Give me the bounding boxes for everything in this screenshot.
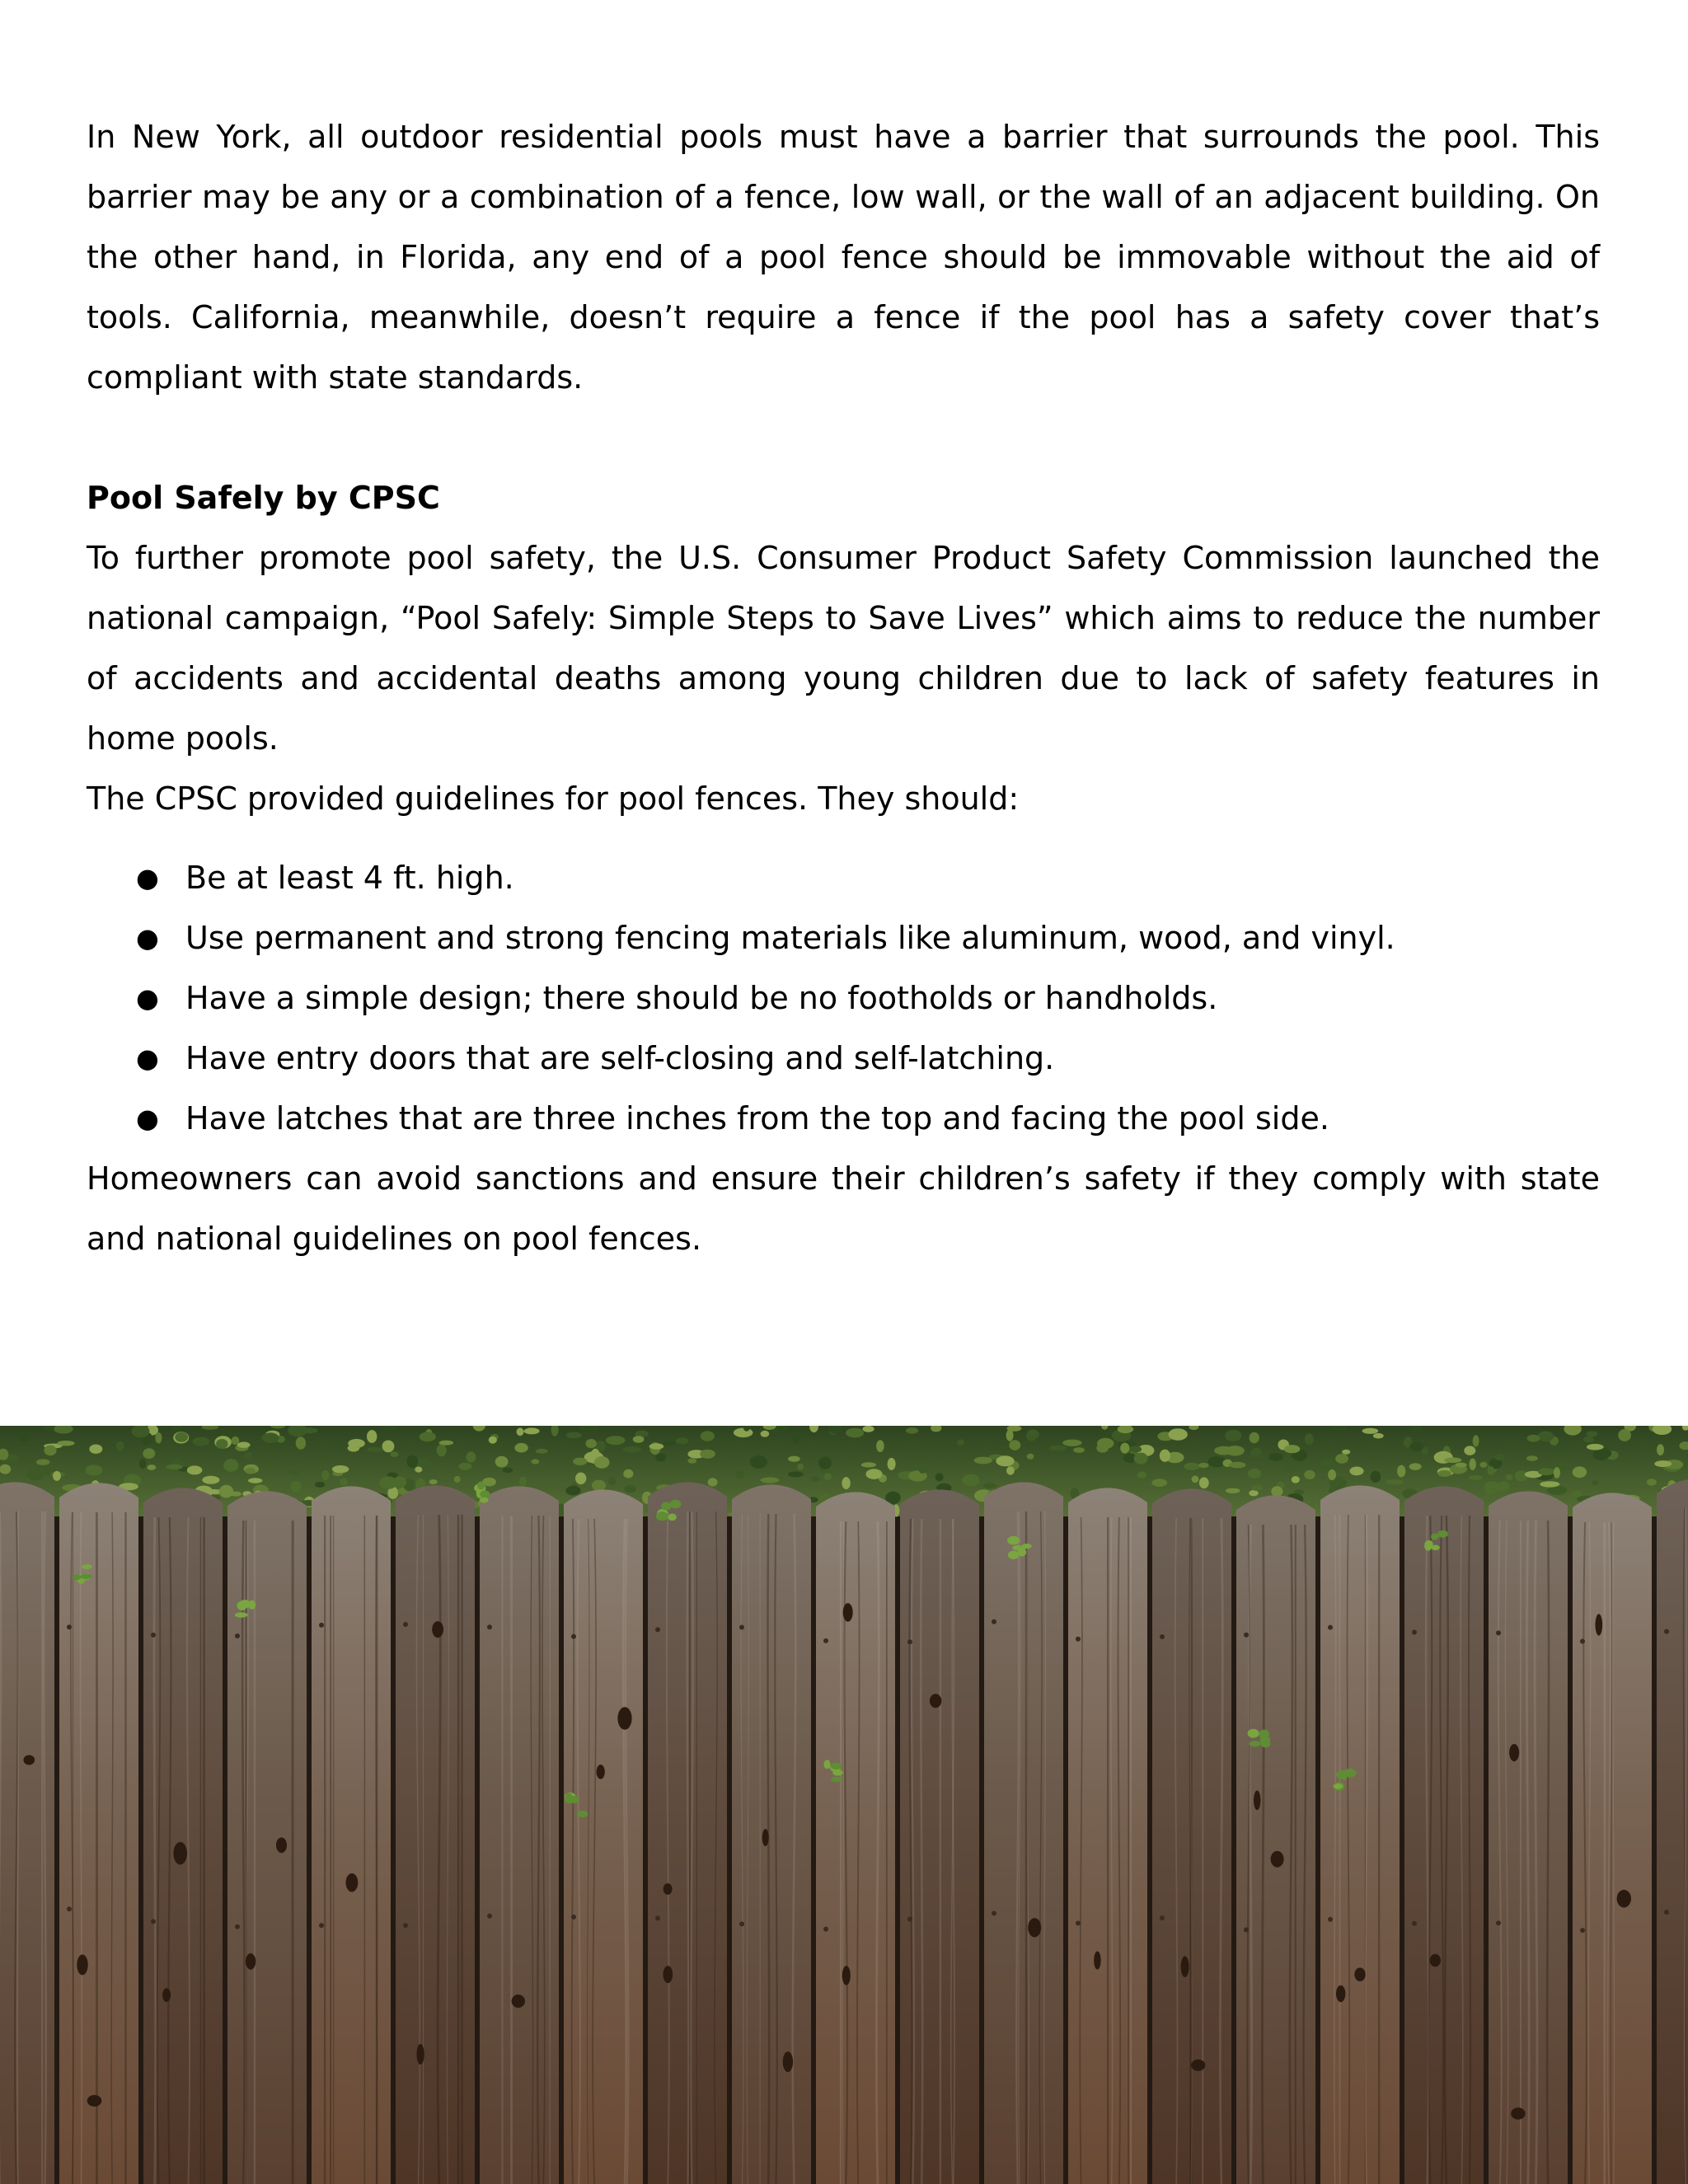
sprout-leaf — [82, 1564, 92, 1569]
hedge-leaf — [1214, 1446, 1234, 1455]
hedge-leaf — [458, 1463, 471, 1470]
hedge-leaf — [86, 1465, 103, 1475]
list-item — [87, 908, 1600, 968]
hedge-leaf — [1526, 1455, 1538, 1461]
hedge-leaf — [1160, 1450, 1170, 1462]
hedge-leaf — [166, 1465, 182, 1470]
hedge-leaf — [1304, 1470, 1315, 1479]
hedge-leaf — [393, 1476, 406, 1488]
hedge-leaf — [566, 1432, 582, 1439]
fence-board — [1236, 1495, 1315, 2184]
list-item — [87, 1089, 1600, 1149]
hedge-leaf — [1527, 1435, 1540, 1442]
hedge-leaf — [289, 1469, 299, 1474]
hedge-leaf — [175, 1432, 188, 1442]
hedge-leaf — [1062, 1440, 1081, 1446]
hedge-leaf — [700, 1450, 715, 1459]
hedge-leaf — [863, 1426, 874, 1432]
hedge-leaf — [1251, 1448, 1262, 1457]
hedge-leaf — [1573, 1466, 1587, 1478]
hedge-leaf — [1249, 1490, 1258, 1496]
hedge-leaf — [532, 1459, 540, 1464]
hedge-leaf — [1192, 1475, 1199, 1483]
hedge-leaf — [1583, 1436, 1594, 1443]
hedge-leaf — [1250, 1432, 1259, 1444]
guidelines-intro: The CPSC provided guidelines for pool fences. They should: — [87, 780, 1020, 817]
sprout-leaf — [668, 1513, 677, 1521]
sprout-leaf — [235, 1612, 248, 1617]
hedge-leaf — [793, 1432, 799, 1443]
hedge-leaf — [1554, 1467, 1560, 1479]
hedge-leaf — [1654, 1460, 1672, 1467]
hedge-leaf — [1587, 1431, 1598, 1436]
fence-board — [648, 1482, 727, 2184]
hedge-leaf — [19, 1433, 30, 1442]
hedge-leaf — [1184, 1463, 1200, 1470]
hedge-leaf — [1137, 1472, 1146, 1479]
sprout-leaf — [73, 1574, 81, 1580]
hedge-leaf — [1251, 1485, 1263, 1491]
fence-board — [143, 1488, 223, 2184]
sprout-leaf — [577, 1811, 588, 1817]
hedge-leaf — [1464, 1446, 1475, 1455]
hedge-leaf — [415, 1467, 422, 1473]
hedge-leaf — [1129, 1446, 1142, 1452]
fence-board — [1320, 1485, 1400, 2184]
hedge-leaf — [1362, 1428, 1379, 1434]
hedge-leaf — [1538, 1468, 1554, 1475]
fence-board — [1404, 1486, 1484, 2184]
hedge-leaf — [1494, 1454, 1504, 1460]
hedge-leaf — [818, 1456, 832, 1469]
bullet-icon: ● — [136, 982, 159, 1014]
hedge-leaf — [1009, 1440, 1020, 1451]
hedge-leaf — [296, 1436, 306, 1449]
hedge-leaf — [467, 1451, 476, 1462]
hedge-leaf — [406, 1455, 418, 1468]
list-item-text: Be at least 4 ft. high. — [185, 860, 514, 896]
hedge-leaf — [1444, 1457, 1461, 1463]
hedge-leaf — [608, 1478, 616, 1485]
hedge-leaf — [649, 1443, 664, 1449]
hedge-leaf — [1198, 1463, 1208, 1468]
hedge-leaf — [1488, 1466, 1495, 1475]
sprout-leaf — [831, 1777, 843, 1782]
hedge-leaf — [193, 1437, 210, 1446]
hedge-leaf — [245, 1468, 255, 1474]
fence-board — [1573, 1493, 1652, 2184]
hedge-leaf — [606, 1436, 626, 1445]
bullet-icon: ● — [136, 1103, 159, 1134]
fence-board — [396, 1485, 475, 2184]
sprout-leaf — [1334, 1783, 1343, 1789]
fence-board — [816, 1492, 895, 2184]
hedge-leaf — [248, 1478, 262, 1483]
hedge-leaf — [1284, 1466, 1297, 1472]
hedge-leaf — [202, 1476, 219, 1484]
hedge-leaf — [26, 1469, 44, 1480]
hedge-leaf — [1410, 1429, 1417, 1436]
hedge-leaf — [996, 1455, 1014, 1466]
hedge-leaf — [623, 1469, 633, 1479]
sprout-leaf — [477, 1482, 485, 1490]
section-heading: Pool Safely by CPSC — [87, 480, 440, 516]
hedge-leaf — [622, 1446, 641, 1453]
hedge-leaf — [676, 1437, 688, 1444]
hedge-leaf — [1096, 1444, 1109, 1453]
hedge-leaf — [906, 1427, 918, 1434]
hedge-leaf — [1592, 1480, 1599, 1485]
hedge-leaf — [633, 1436, 645, 1443]
hedge-leaf — [962, 1474, 980, 1487]
hedge-leaf — [1647, 1479, 1657, 1485]
sprout-leaf — [1022, 1544, 1032, 1549]
hedge-leaf — [1540, 1481, 1559, 1487]
hedge-leaf — [143, 1448, 155, 1459]
hedge-leaf — [1469, 1475, 1483, 1480]
hedge-leaf — [1657, 1444, 1664, 1455]
hedge-leaf — [1229, 1462, 1245, 1469]
hedge-leaf — [624, 1485, 636, 1493]
fence-illustration — [0, 1426, 1688, 2184]
hedge-leaf — [1073, 1447, 1085, 1453]
sprout-leaf — [831, 1763, 842, 1769]
hedge-leaf — [1320, 1459, 1335, 1470]
fence-board — [732, 1484, 811, 2184]
hedge-leaf — [1409, 1463, 1422, 1470]
campaign-paragraph: To further promote pool safety, the U.S. Consumer Product Safety Commission launched the national campaign, “Pool Safely: Simple Steps to Save Lives” which aims to reduce the number of accidents and accidental deaths among young children due to lack of safety features in home pools. — [87, 540, 1600, 757]
hedge-leaf — [1479, 1462, 1487, 1468]
fence-board — [1152, 1488, 1231, 2184]
list-item — [87, 968, 1600, 1029]
hedge-leaf — [291, 1481, 302, 1493]
hedge-leaf — [1538, 1432, 1554, 1442]
hedge-leaf — [1027, 1429, 1039, 1439]
hedge-leaf — [216, 1439, 227, 1449]
hedge-leaf — [36, 1459, 50, 1465]
fence-board — [564, 1489, 643, 2184]
hedge-leaf — [489, 1436, 497, 1444]
hedge-leaf — [53, 1471, 61, 1481]
hedge-leaf — [663, 1441, 676, 1446]
hedge-leaf — [116, 1441, 124, 1451]
hedge-leaf — [842, 1477, 850, 1489]
hedge-leaf — [367, 1430, 377, 1443]
hedge-leaf — [264, 1436, 274, 1442]
fence-board — [59, 1483, 138, 2184]
hedge-leaf — [1342, 1450, 1350, 1455]
fence-board — [1068, 1488, 1147, 2184]
hedge-leaf — [1226, 1488, 1240, 1493]
list-item — [87, 1029, 1600, 1089]
hedge-leaf — [655, 1453, 666, 1461]
fence-board — [480, 1486, 559, 2184]
hedge-leaf — [1271, 1486, 1282, 1497]
fence-board — [312, 1486, 391, 2184]
fence-board — [900, 1489, 979, 2184]
hedge-leaf — [416, 1459, 429, 1466]
hedge-leaf — [1268, 1453, 1283, 1461]
fence-board — [984, 1482, 1063, 2184]
fence-board — [0, 1482, 54, 2184]
hedge-leaf — [1409, 1442, 1423, 1451]
hedge-leaf — [89, 1445, 102, 1454]
hedge-leaf — [1006, 1466, 1015, 1474]
hedge-leaf — [1473, 1435, 1479, 1446]
hedge-leaf — [797, 1464, 804, 1470]
hedge-leaf — [824, 1474, 832, 1480]
sprout-leaf — [568, 1796, 579, 1803]
hedge-leaf — [846, 1428, 864, 1438]
hedge-leaf — [974, 1457, 993, 1465]
hedge-leaf — [935, 1473, 944, 1481]
hedge-leaf — [760, 1477, 779, 1483]
hedge-leaf — [1151, 1479, 1167, 1487]
hedge-leaf — [1210, 1460, 1221, 1467]
hedge-leaf — [1120, 1443, 1129, 1454]
hedge-leaf — [957, 1439, 964, 1446]
hedge-leaf — [519, 1477, 527, 1487]
hedge-leaf — [1248, 1469, 1261, 1479]
list-item-text: Have entry doors that are self-closing and self-latching. — [185, 1040, 1055, 1076]
sprout-leaf — [1437, 1530, 1448, 1538]
hedge-leaf — [750, 1455, 767, 1469]
hedge-leaf — [148, 1465, 157, 1470]
hedge-leaf — [565, 1486, 580, 1496]
sprout-leaf — [1424, 1540, 1432, 1549]
hedge-leaf — [876, 1440, 884, 1452]
hedge-leaf — [44, 1446, 56, 1456]
hedge-leaf — [244, 1452, 252, 1460]
hedge-leaf — [367, 1447, 382, 1453]
hedge-leaf — [811, 1476, 819, 1482]
hedge-leaf — [983, 1483, 996, 1488]
hedge-leaf — [429, 1479, 438, 1484]
hedge-leaf — [1134, 1453, 1148, 1465]
document-body — [87, 107, 1600, 1269]
hedge-leaf — [1292, 1476, 1300, 1483]
hedge-leaf — [918, 1463, 927, 1474]
hedge-leaf — [299, 1427, 317, 1433]
hedge-leaf — [1456, 1463, 1467, 1468]
hedge-leaf — [1335, 1454, 1348, 1464]
list-item-text: Have latches that are three inches from the top and facing the pool side. — [185, 1100, 1329, 1137]
guidelines-list — [87, 848, 1600, 1149]
hedge-leaf — [514, 1443, 528, 1453]
hedge-leaf — [439, 1441, 454, 1446]
hedge-leaf — [1006, 1430, 1014, 1441]
hedge-leaf — [861, 1462, 876, 1467]
hedge-leaf — [524, 1427, 540, 1434]
hedge-leaf — [1484, 1481, 1500, 1493]
closing-paragraph: Homeowners can avoid sanctions and ensure their children’s safety if they comply with state and national guidelines on pool fences. — [87, 1160, 1600, 1257]
sprout-leaf — [656, 1511, 668, 1521]
hedge-leaf — [865, 1469, 882, 1479]
hedge-leaf — [340, 1479, 348, 1486]
hedge-leaf — [155, 1432, 162, 1443]
hedge-leaf — [1328, 1469, 1336, 1480]
hedge-leaf — [1284, 1445, 1300, 1453]
hedge-leaf — [687, 1458, 696, 1463]
hedge-leaf — [1593, 1451, 1609, 1460]
sprout-leaf — [1249, 1741, 1261, 1746]
hedge-leaf — [1470, 1459, 1476, 1470]
hedge-leaf — [708, 1478, 718, 1486]
hedge-leaf — [187, 1465, 203, 1474]
hedge-leaf — [139, 1459, 146, 1469]
sprout-leaf — [81, 1574, 92, 1580]
hedge-leaf — [761, 1431, 770, 1437]
hedge-leaf — [1049, 1446, 1067, 1451]
bullet-icon: ● — [136, 1043, 159, 1074]
bullet-icon: ● — [136, 922, 159, 954]
intro-paragraph: In New York, all outdoor residential pools must have a barrier that surrounds the pool. This barrier may be any or a combination of a fence, low wall, or the wall of an adjacent building. On the other hand, in Florida, any end of a pool fence should be immovable without the aid of tools. California, meanwhile, doesn’t require a fence if the pool has a safety cover that’s compliant with state standards. — [87, 119, 1600, 396]
hedge-leaf — [701, 1431, 715, 1441]
hedge-leaf — [888, 1458, 896, 1470]
sprout-leaf — [1007, 1536, 1020, 1545]
hedge-leaf — [536, 1449, 548, 1454]
list-item-text: Have a simple design; there should be no footholds or handholds. — [185, 980, 1218, 1016]
sprout-leaf — [1008, 1551, 1020, 1560]
hedge-leaf — [332, 1465, 349, 1473]
hedge-leaf — [391, 1451, 399, 1457]
hedge-leaf — [321, 1470, 329, 1480]
hedge-leaf — [1349, 1467, 1363, 1476]
hedge-leaf — [734, 1428, 753, 1438]
hedge-leaf — [1587, 1444, 1604, 1451]
list-item-text: Use permanent and strong fencing materials like aluminum, wood, and vinyl. — [185, 920, 1395, 956]
hedge-leaf — [315, 1482, 325, 1488]
sprout-leaf — [670, 1500, 682, 1509]
sprout-leaf — [1336, 1770, 1348, 1779]
hedge-leaf — [219, 1485, 233, 1498]
sprout-leaf — [480, 1490, 490, 1497]
hedge-leaf — [788, 1471, 804, 1477]
hedge-leaf — [1506, 1474, 1513, 1481]
hedge-leaf — [454, 1476, 461, 1483]
hedge-leaf — [503, 1468, 513, 1474]
fence-board — [1489, 1491, 1568, 2184]
hedge-leaf — [592, 1480, 606, 1492]
wooden-fence-photo — [0, 1426, 1688, 2184]
sprout-leaf — [1248, 1729, 1259, 1738]
hedge-leaf — [1438, 1470, 1451, 1477]
fence-board — [1657, 1479, 1688, 2184]
hedge-leaf — [586, 1439, 597, 1448]
hedge-leaf — [237, 1442, 251, 1448]
hedge-leaf — [1027, 1454, 1034, 1460]
hedge-leaf — [1199, 1477, 1209, 1488]
list-item — [87, 848, 1600, 908]
hedge-leaf — [230, 1492, 241, 1497]
hedge-leaf — [1225, 1430, 1241, 1441]
hedge-leaf — [1397, 1465, 1405, 1478]
hedge-leaf — [594, 1456, 610, 1469]
hedge-leaf — [437, 1444, 447, 1456]
bullet-icon: ● — [136, 862, 159, 893]
hedge-leaf — [382, 1441, 395, 1453]
hedge-leaf — [1305, 1433, 1314, 1445]
hedge-leaf — [420, 1432, 436, 1442]
hedge-leaf — [495, 1456, 509, 1468]
hedge-leaf — [57, 1441, 74, 1446]
hedge-leaf — [575, 1473, 586, 1485]
sprout-leaf — [237, 1601, 247, 1611]
fence-board — [227, 1491, 307, 2184]
sprout-leaf — [1261, 1740, 1271, 1747]
sprout-leaf — [480, 1497, 489, 1503]
hedge-leaf — [223, 1459, 238, 1472]
sprout-leaf — [823, 1760, 830, 1769]
sprout-leaf — [1431, 1534, 1439, 1540]
hedge-leaf — [517, 1427, 524, 1436]
hedge-leaf — [1371, 1471, 1381, 1483]
hedge-leaf — [1169, 1428, 1188, 1441]
hedge-leaf — [573, 1458, 587, 1465]
hedge-leaf — [788, 1456, 800, 1462]
hedge-leaf — [1618, 1429, 1631, 1441]
hedge-leaf — [1373, 1433, 1384, 1439]
hedge-leaf — [735, 1469, 744, 1479]
sprout-leaf — [661, 1502, 671, 1510]
hedge-leaf — [1386, 1479, 1404, 1484]
hedge-leaf — [348, 1439, 365, 1448]
